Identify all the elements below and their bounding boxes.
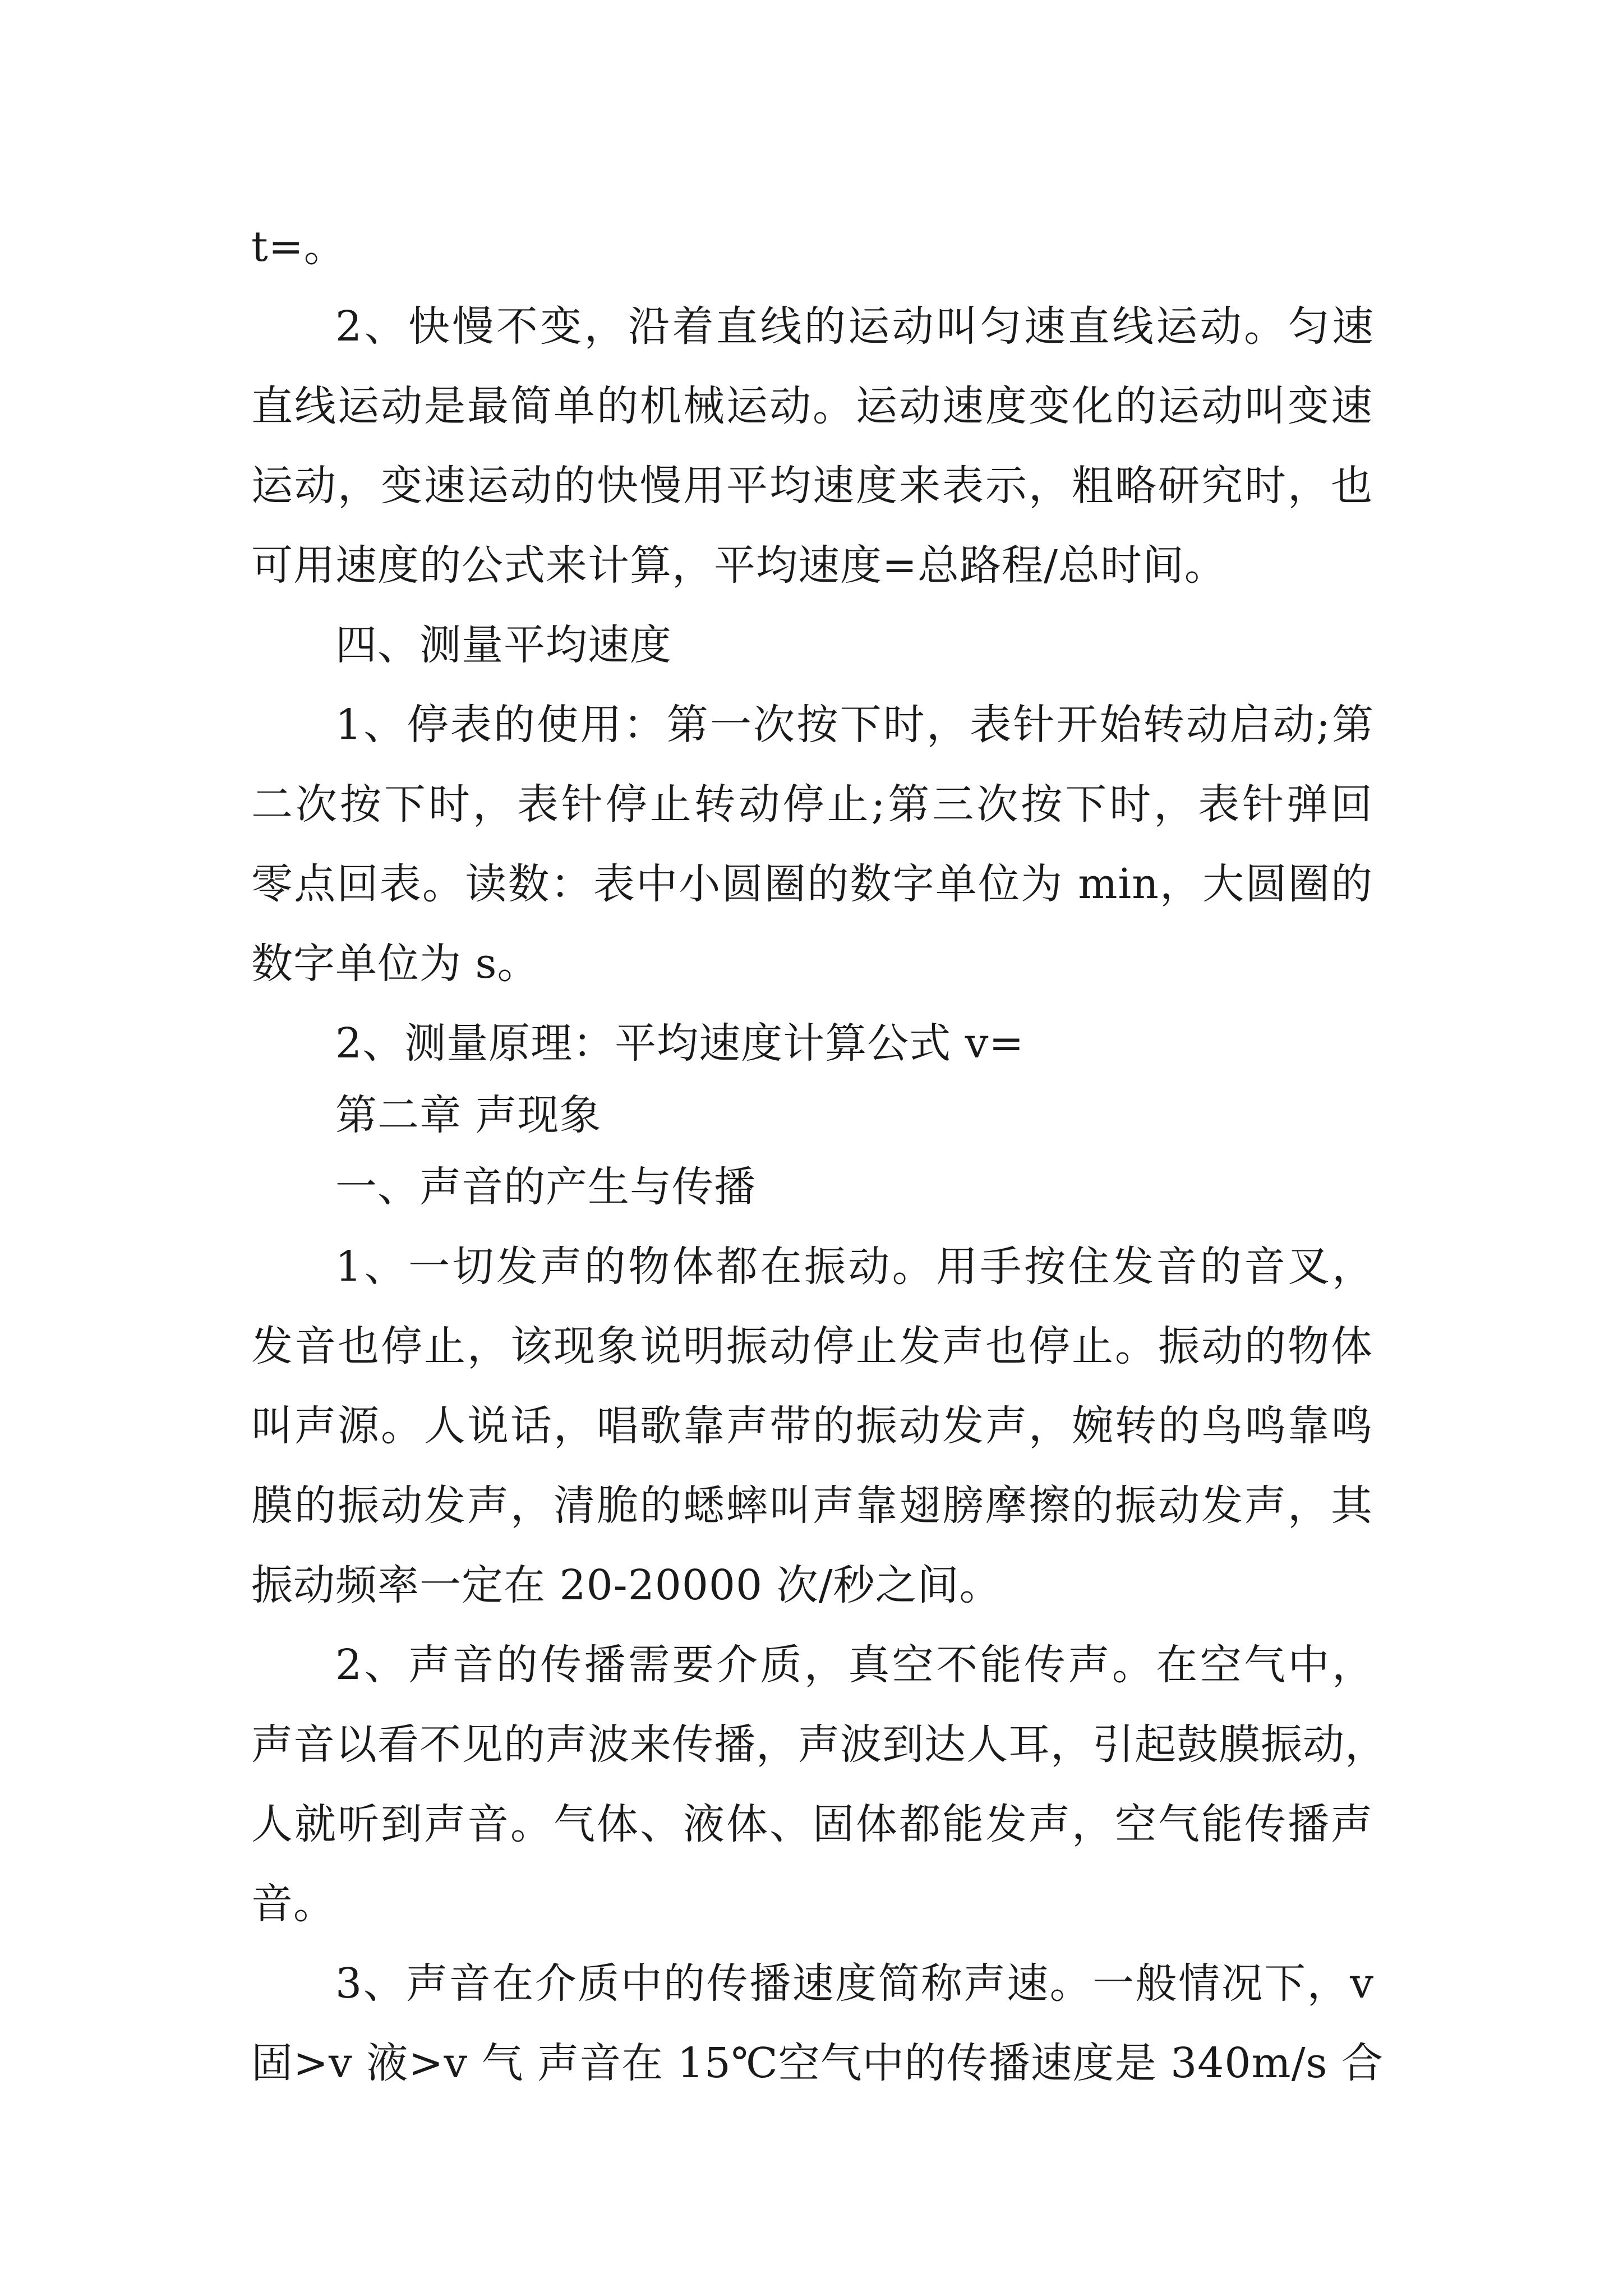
text-line: 2、快慢不变，沿着直线的运动叫匀速直线运动。匀速 bbox=[335, 302, 1374, 351]
section-heading: 一、声音的产生与传播 bbox=[335, 1163, 756, 1211]
text-line: 可用速度的公式来计算，平均速度=总路程/总时间。 bbox=[251, 541, 1227, 590]
text-line: 膜的振动发声，清脆的蟋蟀叫声靠翅膀摩擦的振动发声，其 bbox=[251, 1481, 1373, 1530]
text-line: 叫声源。人说话，唱歌靠声带的振动发声，婉转的鸟鸣靠鸣 bbox=[251, 1402, 1373, 1450]
text-line: 发音也停止，该现象说明振动停止发声也停止。振动的物体 bbox=[251, 1322, 1373, 1370]
text-line: 零点回表。读数：表中小圆圈的数字单位为 min，大圆圈的 bbox=[251, 860, 1373, 908]
text-line: 3、声音在介质中的传播速度简称声速。一般情况下，v bbox=[335, 1959, 1374, 2008]
chapter-heading: 第二章 声现象 bbox=[335, 1091, 602, 1139]
text-line: 声音以看不见的声波来传播，声波到达人耳，引起鼓膜振动， bbox=[251, 1720, 1387, 1769]
section-heading: 四、测量平均速度 bbox=[335, 621, 672, 669]
text-line: 人就听到声音。气体、液体、固体都能发声，空气能传播声 bbox=[251, 1800, 1373, 1848]
text-line: 1、停表的使用：第一次按下时，表针开始转动启动;第 bbox=[335, 701, 1374, 749]
text-line: 音。 bbox=[251, 1880, 335, 1928]
text-line: 固>v 液>v 气 声音在 15℃空气中的传播速度是 340m/s 合 bbox=[251, 2039, 1384, 2087]
text-line: 数字单位为 s。 bbox=[251, 940, 540, 988]
text-line: 2、声音的传播需要介质，真空不能传声。在空气中， bbox=[335, 1641, 1374, 1689]
text-line: 运动，变速运动的快慢用平均速度来表示，粗略研究时，也 bbox=[251, 462, 1373, 510]
text-line: 2、测量原理：平均速度计算公式 v= bbox=[335, 1019, 1025, 1068]
text-line: t=。 bbox=[251, 223, 346, 271]
text-line: 振动频率一定在 20-20000 次/秒之间。 bbox=[251, 1561, 1002, 1609]
text-line: 二次按下时，表针停止转动停止;第三次按下时，表针弹回 bbox=[251, 780, 1373, 829]
text-line: 直线运动是最简单的机械运动。运动速度变化的运动叫变速 bbox=[251, 382, 1373, 430]
text-line: 1、一切发声的物体都在振动。用手按住发音的音叉， bbox=[335, 1243, 1374, 1291]
